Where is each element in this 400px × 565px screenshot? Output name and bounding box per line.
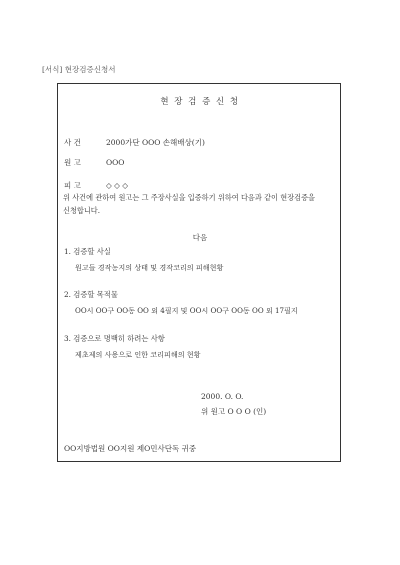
defendant-key: 피 고 (64, 181, 81, 190)
plaintiff-value: OOO (106, 158, 125, 167)
item-3-title: 3. 검증으로 명백히 하려는 사항 (64, 334, 165, 343)
case-key: 사 건 (64, 138, 81, 147)
document-title: 현 장 검 증 신 청 (160, 97, 240, 107)
defendant-row (64, 180, 128, 191)
case-value: 2000가단 OOO 손해배상(기) (106, 138, 205, 147)
filing-date: 2000. O. O. (201, 392, 244, 401)
item-3-body: 제초제의 사용으로 인한 코리피해의 현황 (75, 350, 201, 359)
intro-line-1: 위 사건에 관하여 원고는 그 주장사실을 입증하기 위하여 다음과 같이 현장검증을 (63, 193, 315, 202)
item-2-body: OO시 OO구 OO동 OO 외 4필지 및 OO시 OO구 OO동 OO 외 17필지 (75, 306, 298, 315)
signer-line: 위 원고 O O O (인) (201, 407, 267, 416)
intro-paragraph (63, 191, 338, 217)
court-addressee: OO지방법원 OO지원 제O민사단독 귀중 (64, 444, 197, 453)
form-label: [서식] 현장검증신청서 (42, 65, 116, 74)
intro-line-2: 신청합니다. (63, 206, 101, 215)
case-row (64, 137, 205, 148)
item-2-title: 2. 검증할 목적물 (64, 290, 118, 299)
item-1-title: 1. 검증할 사실 (64, 247, 111, 256)
plaintiff-key: 원 고 (64, 158, 81, 167)
defendant-value: ◇ ◇ ◇ (106, 181, 129, 190)
plaintiff-row (64, 157, 124, 168)
item-1-body: 원고들 경작농지의 상태 및 경작코리의 피해현황 (75, 263, 224, 272)
section-heading: 다음 (192, 233, 208, 242)
